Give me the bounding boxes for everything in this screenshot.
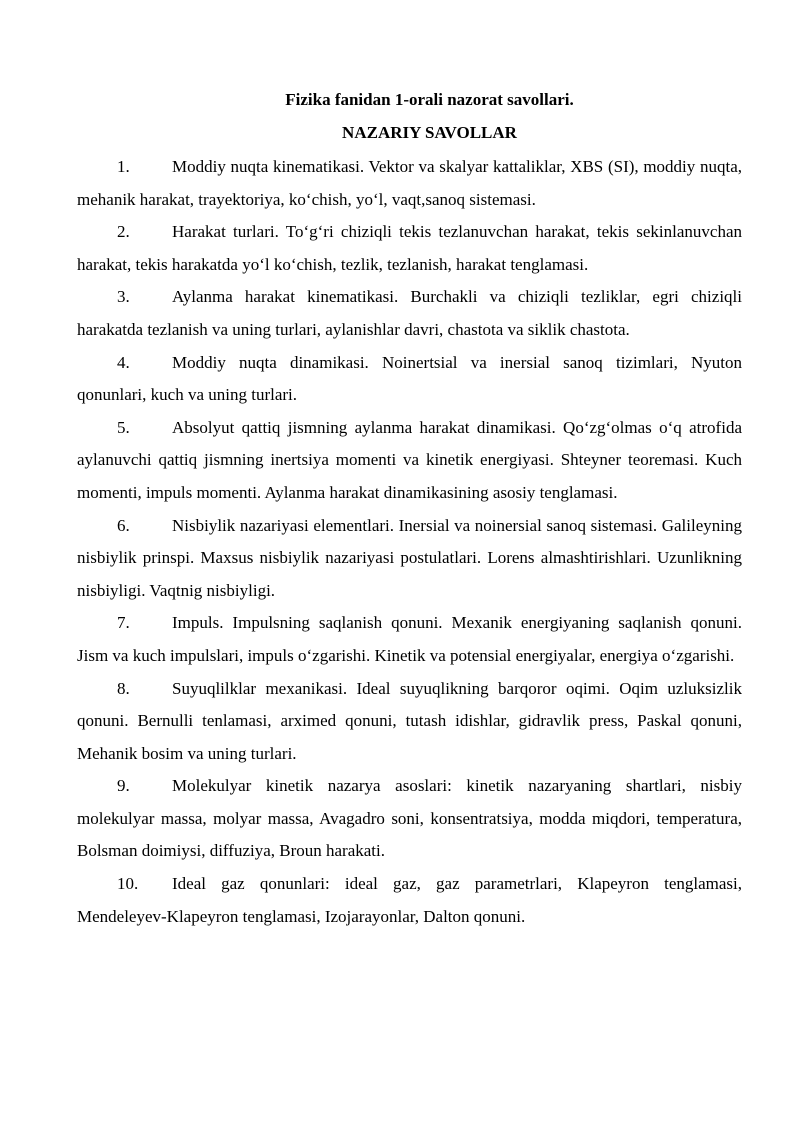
question-number: 9. — [117, 776, 130, 796]
question-text: Absolyut qattiq jismning aylanma harakat dinamikasi. Qo‘zg‘olmas o‘q atrofida aylanuvchi qattiq jismning inertsiya momenti va kinetik energiyasi. Shteyner teoremasi. Kuch momenti, impuls momenti. Aylanma harakat dinamikasining asosiy tenglamasi. — [77, 417, 742, 502]
question-number: 3. — [117, 287, 130, 307]
question-text: Nisbiylik nazariyasi elementlari. Inersial va noinersial sanoq sistemasi. Galileyning nisbiylik prinspi. Maxsus nisbiylik nazariyasi postulatlari. Lorens almashtirishlari. Uzunlikning nisbiyligi. Vaqtnig nisbiyligi. — [77, 515, 742, 600]
question-number: 5. — [117, 417, 130, 437]
question-text: Impuls. Impulsning saqlanish qonuni. Mexanik energiyaning saqlanish qonuni. Jism va kuch impulslari, impuls o‘zgarishi. Kinetik va potensial energiyalar, energiya o‘zgarishi. — [77, 613, 742, 665]
question-number: 1. — [117, 157, 130, 176]
question-number: 2. — [117, 222, 130, 242]
question-item — [77, 216, 742, 281]
question-item — [77, 347, 742, 412]
question-number: 10. — [117, 874, 139, 894]
question-number: 7. — [117, 613, 130, 633]
question-item — [77, 673, 742, 771]
document-title: Fizika fanidan 1-orali nazorat savollari. — [285, 90, 574, 109]
document-page — [77, 89, 742, 933]
question-text: Molekulyar kinetik nazarya asoslari: kinetik nazaryaning shartlari, nisbiy molekulyar massa, molyar massa, Avagadro soni, konsentratsiya, modda miqdori, temperatura, Bolsman doimiysi, diffuziya, Broun harakati. — [77, 776, 742, 861]
question-item — [77, 510, 742, 608]
question-item — [77, 412, 742, 510]
question-item — [77, 607, 742, 672]
question-text: Moddiy nuqta dinamikasi. Noinertsial va inersial sanoq tizimlari, Nyuton qonunlari, kuch va uning turlari. — [77, 352, 742, 405]
question-text: Aylanma harakat kinematikasi. Burchakli va chiziqli tezliklar, egri chiziqli harakatda tezlanish va uning turlari, aylanishlar davri, chastota va siklik chastota. — [77, 287, 742, 339]
question-item — [77, 281, 742, 346]
question-text: Suyuqlilklar mexanikasi. Ideal suyuqlikning barqoror oqimi. Oqim uzluksizlik qonuni. Bernulli tenlamasi, arximed qonuni, tutash idishlar, gidravlik press, Paskal qonuni, Mehanik bosim va uning turlari. — [77, 678, 742, 763]
question-item — [77, 770, 742, 868]
question-list — [77, 151, 742, 933]
question-number: 4. — [117, 352, 130, 372]
question-text: Ideal gaz qonunlari: ideal gaz, gaz parametrlari, Klapeyron tenglamasi, Mendeleyev-Klapeyron tenglamasi, Izojarayonlar, Dalton qonuni. — [77, 874, 742, 926]
question-number: 6. — [117, 515, 130, 535]
section-heading: NAZARIY SAVOLLAR — [342, 123, 517, 142]
question-item — [77, 868, 742, 933]
question-number: 8. — [117, 678, 130, 698]
question-item — [77, 151, 742, 216]
question-text: Harakat turlari. To‘g‘ri chiziqli tekis tezlanuvchan harakat, tekis sekinlanuvchan harakat, tekis harakatda yo‘l ko‘chish, tezlik, tezlanish, harakat tenglamasi. — [77, 222, 742, 274]
question-text: Moddiy nuqta kinematikasi. Vektor va skalyar kattaliklar, XBS (SI), moddiy nuqta, mehanik harakat, trayektoriya, ko‘chish, yo‘l, vaqt,sanoq sistemasi. — [77, 157, 742, 209]
